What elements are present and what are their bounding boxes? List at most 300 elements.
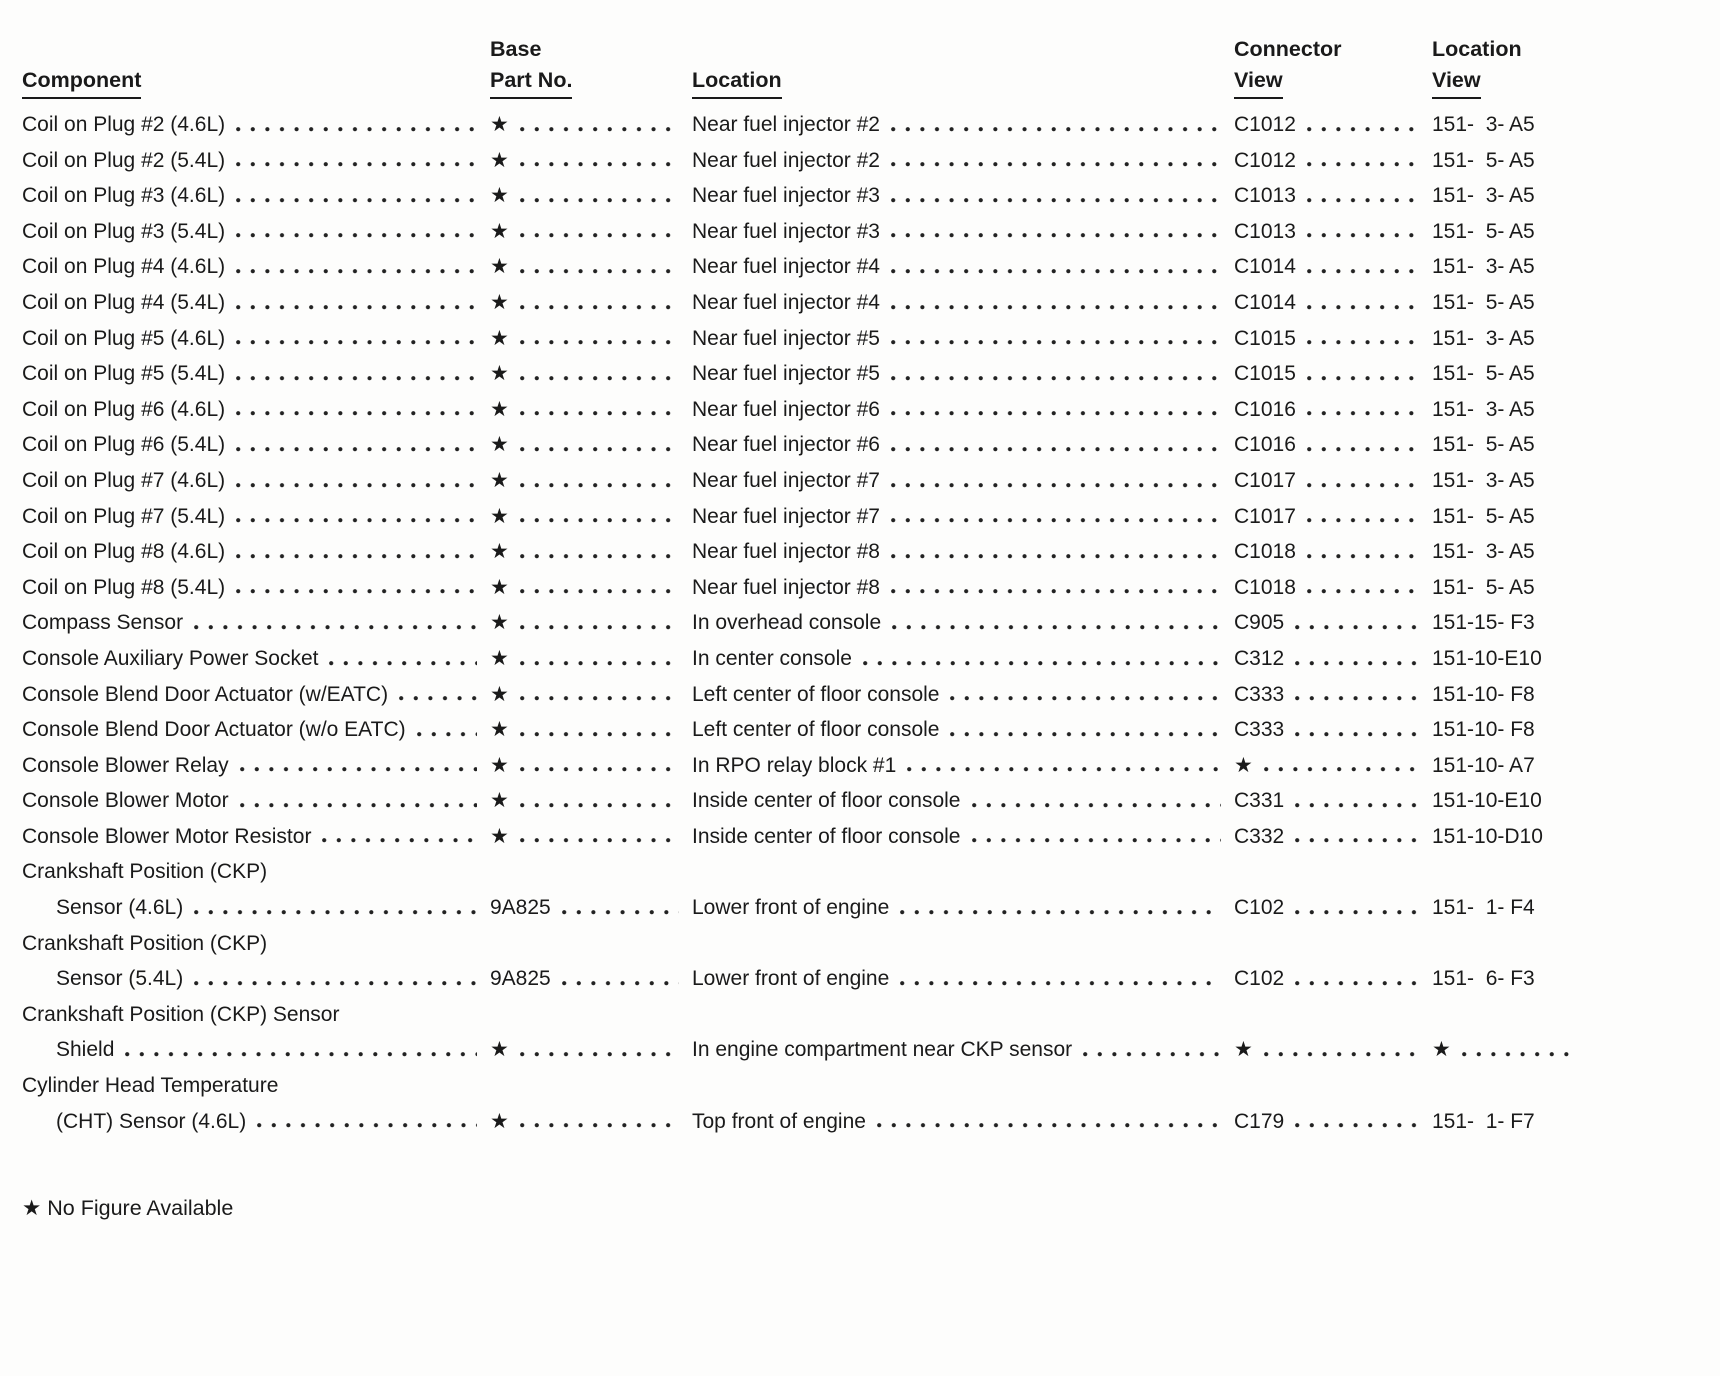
dot-leader [236, 178, 477, 214]
base-part-cell [490, 214, 692, 250]
component-name: Coil on Plug #6 (4.6L) [22, 397, 226, 421]
base-part-no: ★ [490, 504, 509, 528]
dot-leader [1295, 712, 1419, 748]
component-cell [22, 427, 490, 463]
location-text: Near fuel injector #3 [692, 184, 880, 208]
base-part-no: ★ [490, 1109, 509, 1133]
component-cell [22, 712, 490, 748]
location-view: 151- 5- A5 [1432, 290, 1535, 314]
base-part-no: ★ [490, 789, 509, 813]
dot-leader [520, 285, 679, 321]
connector-view-cell [1234, 1104, 1432, 1140]
dot-leader [1307, 285, 1419, 321]
dot-leader [236, 214, 477, 250]
connector-view-cell [1234, 570, 1432, 606]
table-row [22, 1032, 1580, 1068]
table-row [22, 712, 1580, 748]
connector-view: C1012 [1234, 148, 1296, 172]
location-view: 151- 5- A5 [1432, 148, 1535, 172]
location-text: In center console [692, 646, 852, 670]
dot-leader [892, 605, 1221, 641]
connector-view: ★ [1234, 1038, 1253, 1062]
location-text: Inside center of floor console [692, 824, 961, 848]
dot-leader [236, 285, 477, 321]
header-connector-line2: View [1234, 65, 1283, 99]
location-view-cell [1432, 748, 1580, 784]
connector-view: C1017 [1234, 468, 1296, 492]
location-view-cell [1432, 783, 1580, 819]
base-part-no: ★ [490, 611, 509, 635]
component-cell [22, 214, 490, 250]
dot-leader [520, 641, 679, 677]
location-cell [692, 748, 1234, 784]
component-name: Compass Sensor [22, 611, 184, 635]
component-name: Coil on Plug #5 (5.4L) [22, 362, 226, 386]
component-name: Console Auxiliary Power Socket [22, 646, 319, 670]
component-cell [22, 570, 490, 606]
dot-leader [891, 427, 1221, 463]
location-view-cell [1432, 641, 1580, 677]
component-cell [22, 392, 490, 428]
base-part-cell [490, 285, 692, 321]
location-view: 151- 5- A5 [1432, 504, 1535, 528]
table-row [22, 783, 1580, 819]
component-cell [22, 107, 490, 143]
component-cell [22, 677, 490, 713]
connector-view: C333 [1234, 718, 1285, 742]
dot-leader [891, 356, 1221, 392]
location-view: 151- 1- F4 [1432, 896, 1535, 920]
location-view-cell [1432, 463, 1580, 499]
location-view: 151-15- F3 [1432, 611, 1535, 635]
dot-leader [520, 499, 679, 535]
connector-view-cell [1234, 641, 1432, 677]
dot-leader [520, 712, 679, 748]
location-view-cell [1432, 285, 1580, 321]
location-view-cell [1432, 605, 1580, 641]
component-name: Coil on Plug #7 (4.6L) [22, 468, 226, 492]
location-text: Left center of floor console [692, 682, 940, 706]
component-wrap-line: Crankshaft Position (CKP) [22, 860, 268, 884]
dot-leader [1307, 463, 1419, 499]
component-cell [22, 534, 490, 570]
location-view-cell [1432, 961, 1580, 997]
table-row [22, 641, 1580, 677]
location-view: 151- 3- A5 [1432, 397, 1535, 421]
base-part-cell [490, 819, 692, 855]
dot-leader [907, 748, 1221, 784]
dot-leader [520, 677, 679, 713]
component-cell [22, 321, 490, 357]
dot-leader [562, 961, 679, 997]
location-text: Near fuel injector #6 [692, 397, 880, 421]
dot-leader [950, 712, 1221, 748]
component-name: Coil on Plug #4 (5.4L) [22, 290, 226, 314]
location-cell [692, 1032, 1234, 1068]
component-name: Shield [56, 1038, 115, 1062]
location-cell [692, 605, 1234, 641]
base-part-no: ★ [490, 290, 509, 314]
location-cell [692, 783, 1234, 819]
component-name: Coil on Plug #8 (5.4L) [22, 575, 226, 599]
base-part-cell [490, 641, 692, 677]
component-cell [22, 1104, 490, 1140]
location-view: 151-10-E10 [1432, 789, 1542, 813]
dot-leader [863, 641, 1221, 677]
location-view: 151- 5- A5 [1432, 362, 1535, 386]
connector-view-cell [1234, 890, 1432, 926]
location-view-cell [1432, 1032, 1580, 1068]
location-view: 151- 5- A5 [1432, 219, 1535, 243]
table-row [22, 605, 1580, 641]
dot-leader [891, 107, 1221, 143]
location-cell [692, 249, 1234, 285]
location-view-cell [1432, 107, 1580, 143]
dot-leader [891, 499, 1221, 535]
location-cell [692, 570, 1234, 606]
base-part-no: ★ [490, 718, 509, 742]
location-text: Near fuel injector #8 [692, 540, 880, 564]
dot-leader [236, 499, 477, 535]
connector-view-cell [1234, 748, 1432, 784]
location-cell [692, 677, 1234, 713]
component-cell [22, 356, 490, 392]
dot-leader [900, 961, 1221, 997]
base-part-no: ★ [490, 397, 509, 421]
component-cell [22, 783, 490, 819]
location-cell [692, 961, 1234, 997]
location-view: 151- 3- A5 [1432, 184, 1535, 208]
location-cell [692, 107, 1234, 143]
location-cell [692, 712, 1234, 748]
table-body [22, 107, 1580, 1139]
location-text: Near fuel injector #3 [692, 219, 880, 243]
location-text: Lower front of engine [692, 967, 890, 991]
dot-leader [900, 890, 1221, 926]
dot-leader [236, 321, 477, 357]
location-text: Near fuel injector #4 [692, 255, 880, 279]
location-text: Top front of engine [692, 1109, 866, 1133]
table-row [22, 890, 1580, 926]
table-row [22, 499, 1580, 535]
location-text: Near fuel injector #7 [692, 468, 880, 492]
table-row [22, 285, 1580, 321]
connector-view-cell [1234, 356, 1432, 392]
base-part-no: 9A825 [490, 896, 551, 920]
dot-leader [1307, 427, 1419, 463]
connector-view: C312 [1234, 646, 1285, 670]
component-name: Console Blower Motor Resistor [22, 824, 312, 848]
base-part-cell [490, 748, 692, 784]
component-cell [22, 249, 490, 285]
connector-view: C1017 [1234, 504, 1296, 528]
connector-view-cell [1234, 427, 1432, 463]
base-part-no: ★ [490, 468, 509, 492]
component-name: Coil on Plug #5 (4.6L) [22, 326, 226, 350]
component-cell [22, 285, 490, 321]
dot-leader [1307, 321, 1419, 357]
connector-view-cell [1234, 534, 1432, 570]
base-part-no: ★ [490, 148, 509, 172]
dot-leader [236, 534, 477, 570]
location-text: Inside center of floor console [692, 789, 961, 813]
dot-leader [891, 214, 1221, 250]
dot-leader [520, 748, 679, 784]
connector-view: C1014 [1234, 255, 1296, 279]
component-wrap-line: Cylinder Head Temperature [22, 1074, 279, 1098]
connector-view: C1018 [1234, 575, 1296, 599]
location-view-cell [1432, 499, 1580, 535]
table-row [22, 534, 1580, 570]
dot-leader [520, 321, 679, 357]
dot-leader [1295, 819, 1419, 855]
base-part-no: ★ [490, 326, 509, 350]
connector-view-cell [1234, 605, 1432, 641]
location-view-cell [1432, 427, 1580, 463]
table-row [22, 392, 1580, 428]
location-view-cell [1432, 249, 1580, 285]
header-base-line2: Part No. [490, 65, 572, 99]
component-cell [22, 819, 490, 855]
location-cell [692, 641, 1234, 677]
base-part-cell [490, 427, 692, 463]
connector-view: C1013 [1234, 219, 1296, 243]
connector-view: C1015 [1234, 362, 1296, 386]
location-text: Left center of floor console [692, 718, 940, 742]
dot-leader [236, 392, 477, 428]
location-cell [692, 356, 1234, 392]
table-row [22, 748, 1580, 784]
connector-view: C1016 [1234, 397, 1296, 421]
component-name: Console Blend Door Actuator (w/o EATC) [22, 718, 406, 742]
component-name: Coil on Plug #2 (5.4L) [22, 148, 226, 172]
dot-leader [520, 356, 679, 392]
table-row [22, 1104, 1580, 1140]
dot-leader [1083, 1032, 1221, 1068]
base-part-cell [490, 392, 692, 428]
base-part-no: ★ [490, 575, 509, 599]
location-text: Near fuel injector #5 [692, 326, 880, 350]
base-part-cell [490, 356, 692, 392]
table-row [22, 214, 1580, 250]
table-row [22, 321, 1580, 357]
dot-leader [194, 890, 477, 926]
connector-view-cell [1234, 463, 1432, 499]
location-view: 151-10- A7 [1432, 753, 1535, 777]
connector-view: C331 [1234, 789, 1285, 813]
location-view-cell [1432, 712, 1580, 748]
location-text: In RPO relay block #1 [692, 753, 897, 777]
base-part-no: ★ [490, 184, 509, 208]
dot-leader [1295, 961, 1419, 997]
connector-view-cell [1234, 214, 1432, 250]
location-view: 151- 3- A5 [1432, 326, 1535, 350]
base-part-no: ★ [490, 113, 509, 136]
base-part-cell [490, 534, 692, 570]
dot-leader [322, 819, 477, 855]
dot-leader [520, 570, 679, 606]
base-part-no: ★ [490, 433, 509, 457]
location-text: Near fuel injector #2 [692, 113, 880, 136]
location-text: Lower front of engine [692, 896, 890, 920]
location-view: 151- 3- A5 [1432, 255, 1535, 279]
dot-leader [240, 748, 477, 784]
dot-leader [520, 178, 679, 214]
connector-view-cell [1234, 107, 1432, 143]
component-name: Coil on Plug #2 (4.6L) [22, 113, 226, 136]
dot-leader [1462, 1032, 1576, 1068]
location-view: 151- 3- A5 [1432, 540, 1535, 564]
base-part-cell [490, 677, 692, 713]
component-cell [22, 641, 490, 677]
dot-leader [236, 427, 477, 463]
location-cell [692, 499, 1234, 535]
table-row [22, 249, 1580, 285]
component-cell [22, 890, 490, 926]
dot-leader [891, 570, 1221, 606]
location-cell [692, 214, 1234, 250]
header-base-line1: Base [490, 37, 542, 61]
location-view: 151-10- F8 [1432, 682, 1535, 706]
header-base-part-cell [490, 34, 692, 99]
connector-view: C102 [1234, 967, 1285, 991]
dot-leader [520, 605, 679, 641]
base-part-cell [490, 605, 692, 641]
dot-leader [950, 677, 1221, 713]
table-header [22, 34, 1580, 99]
component-name: Coil on Plug #6 (5.4L) [22, 433, 226, 457]
base-part-cell [490, 249, 692, 285]
dot-leader [1307, 570, 1419, 606]
base-part-cell [490, 712, 692, 748]
location-view: 151-10- F8 [1432, 718, 1535, 742]
connector-view-cell [1234, 321, 1432, 357]
component-name: Sensor (5.4L) [56, 967, 184, 991]
location-view: 151- 1- F7 [1432, 1109, 1535, 1133]
location-view: ★ [1432, 1038, 1451, 1062]
dot-leader [877, 1104, 1221, 1140]
location-text: In overhead console [692, 611, 882, 635]
component-cell [22, 1032, 490, 1068]
base-part-no: ★ [490, 753, 509, 777]
connector-view: C1014 [1234, 290, 1296, 314]
base-part-no: ★ [490, 824, 509, 848]
location-view: 151-10-D10 [1432, 824, 1543, 848]
component-cell [22, 499, 490, 535]
dot-leader [520, 783, 679, 819]
dot-leader [891, 143, 1221, 179]
location-view-cell [1432, 534, 1580, 570]
component-name: Coil on Plug #3 (4.6L) [22, 184, 226, 208]
dot-leader [1307, 143, 1419, 179]
location-view: 151- 5- A5 [1432, 433, 1535, 457]
dot-leader [520, 534, 679, 570]
connector-view-cell [1234, 178, 1432, 214]
connector-view-cell [1234, 249, 1432, 285]
dot-leader [240, 783, 477, 819]
table-row [22, 463, 1580, 499]
connector-view-cell [1234, 712, 1432, 748]
base-part-cell [490, 499, 692, 535]
location-view-cell [1432, 819, 1580, 855]
dot-leader [329, 641, 477, 677]
table-row [22, 178, 1580, 214]
component-cell [22, 605, 490, 641]
base-part-no: ★ [490, 646, 509, 670]
location-view-cell [1432, 321, 1580, 357]
location-view: 151-10-E10 [1432, 646, 1542, 670]
location-text: Near fuel injector #5 [692, 362, 880, 386]
connector-view-cell [1234, 783, 1432, 819]
base-part-cell [490, 1104, 692, 1140]
header-locview-line1: Location [1432, 37, 1522, 61]
base-part-no: 9A825 [490, 967, 551, 991]
location-view-cell [1432, 356, 1580, 392]
base-part-cell [490, 890, 692, 926]
dot-leader [520, 143, 679, 179]
component-name: Coil on Plug #4 (4.6L) [22, 255, 226, 279]
base-part-cell [490, 783, 692, 819]
connector-view: C1013 [1234, 184, 1296, 208]
dot-leader [520, 819, 679, 855]
location-view: 151- 3- A5 [1432, 113, 1535, 136]
dot-leader [125, 1032, 477, 1068]
dot-leader [236, 143, 477, 179]
location-text: In engine compartment near CKP sensor [692, 1038, 1073, 1062]
connector-view-cell [1234, 392, 1432, 428]
dot-leader [891, 321, 1221, 357]
connector-view: C333 [1234, 682, 1285, 706]
location-cell [692, 463, 1234, 499]
header-component-cell [22, 65, 490, 99]
dot-leader [1307, 392, 1419, 428]
location-view: 151- 5- A5 [1432, 575, 1535, 599]
location-cell [692, 819, 1234, 855]
location-cell [692, 178, 1234, 214]
base-part-cell [490, 178, 692, 214]
connector-view-cell [1234, 1032, 1432, 1068]
dot-leader [972, 783, 1222, 819]
location-text: Near fuel injector #7 [692, 504, 880, 528]
component-name: Coil on Plug #3 (5.4L) [22, 219, 226, 243]
header-location-view-cell [1432, 34, 1580, 99]
component-name: Coil on Plug #8 (4.6L) [22, 540, 226, 564]
base-part-cell [490, 961, 692, 997]
base-part-no: ★ [490, 1038, 509, 1062]
dot-leader [1295, 1104, 1419, 1140]
table-row [22, 961, 1580, 997]
header-locview-line2: View [1432, 65, 1481, 99]
dot-leader [194, 961, 477, 997]
dot-leader [891, 392, 1221, 428]
dot-leader [1307, 499, 1419, 535]
connector-view: ★ [1234, 753, 1253, 777]
dot-leader [236, 249, 477, 285]
table-row [22, 143, 1580, 179]
connector-view-cell [1234, 961, 1432, 997]
connector-view: C1016 [1234, 433, 1296, 457]
dot-leader [520, 249, 679, 285]
dot-leader [1295, 890, 1419, 926]
component-name: (CHT) Sensor (4.6L) [56, 1109, 247, 1133]
table-row [22, 356, 1580, 392]
location-cell [692, 285, 1234, 321]
dot-leader [520, 214, 679, 250]
component-cell [22, 748, 490, 784]
location-view: 151- 3- A5 [1432, 468, 1535, 492]
dot-leader [520, 1032, 679, 1068]
header-connector-view-cell [1234, 34, 1432, 99]
